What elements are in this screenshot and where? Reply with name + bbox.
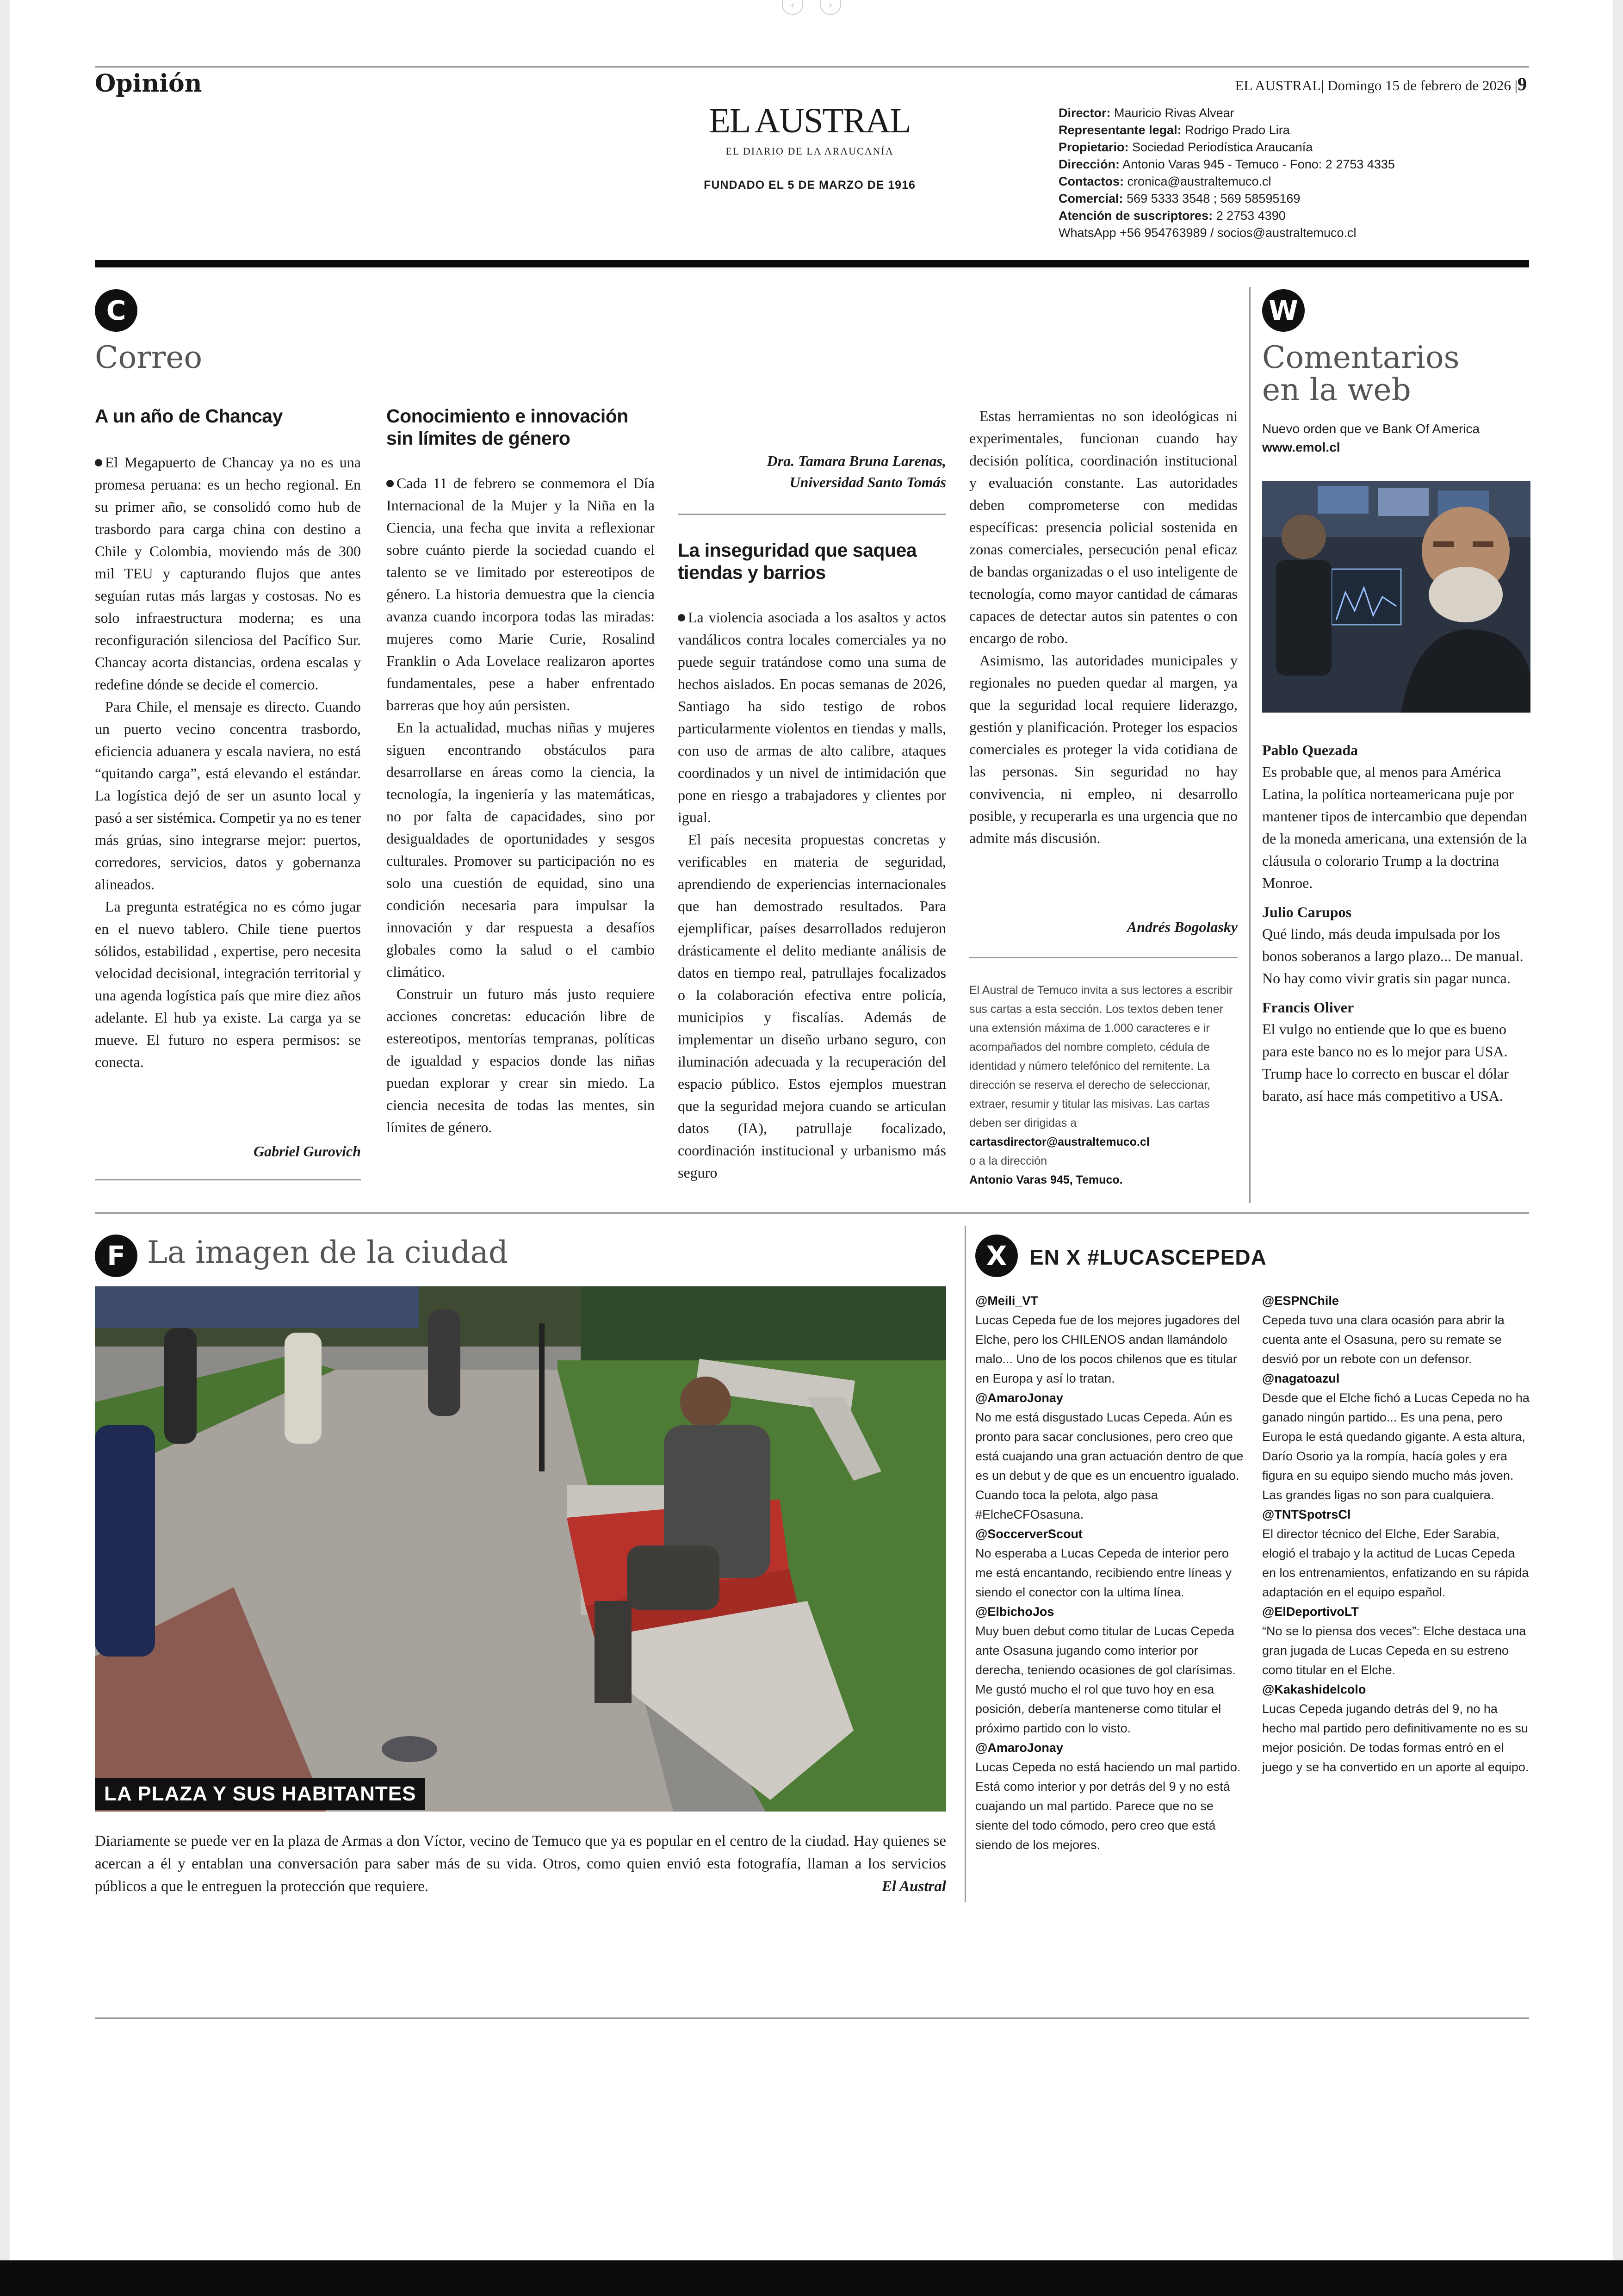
masthead[interactable]: EL AUSTRAL bbox=[709, 101, 911, 140]
tweet[interactable]: @ElDeportivoLT “No se lo piensa dos veces”: Elche destaca una gran jugada de Lucas Cepeda en su estreno como titular en el Elche. bbox=[1262, 1602, 1530, 1680]
letter2-paragraph: Cada 11 de febrero se conmemora el Día Internacional de la Mujer y la Niña en la Ciencia, una fecha que invita a reflexionar sobre cuánto pierde la sociedad cuando el talento se ve limitado por estereotipos de género. La historia demuestra que la ciencia avanza cuando incorpora todas las miradas: mujeres como Marie Curie, Rosalind Franklin o Ada Lovelace realizaron aportes fundamentales, pese a haber enfrentado barreras que hoy aún persisten. bbox=[386, 475, 655, 714]
founded-line: FUNDADO EL 5 DE MARZO DE 1916 bbox=[704, 179, 916, 192]
tweet-handle[interactable]: @ElDeportivoLT bbox=[1262, 1605, 1359, 1619]
letter1-paragraph: Para Chile, el mensaje es directo. Cuando un puerto vecino concentra trasbordo, eficiencia aduanera y escala naviera, no está “quitando carga”, está elevando el estándar. La logística dejó de ser un asunto local y pasó a ser sistémica. Competir ya no es tener más grúas, sino integrarse mejor: puertos, corredores, servicios, datos y gobernanza alineados. bbox=[95, 698, 361, 893]
letter1-paragraph: El Megapuerto de Chancay ya no es una promesa peruana: es un hecho regional. En su primer año, se consolidó como hub de trasbordo para carga china con destino a Chile y Colombia, moviendo más de 300 mil TEU y capturando flujos que antes seguían rutas más largas y costosas. No es solo infraestructura moderna; es una reconfiguración silenciosa del Pacífico Sur. Chancay acorta distancias, ordena escalas y redefine dónde se decide el comercio. bbox=[95, 454, 361, 693]
tweet-handle[interactable]: @TNTSpotrsCl bbox=[1262, 1508, 1351, 1521]
letters-policy-note: El Austral de Temuco invita a sus lectores a escribir sus cartas a esta sección. Los textos deben tener una extensión máxima de 1.000 caracteres e ir acompañados del nombre completo, cédula de identidad y número telefónico del remitente. La dirección se reserva el derecho de seleccionar, extraer, resumir y titular las misivas. Las cartas deben ser dirigidas a cartasdirector@australtemuco.cl o a la dirección Antonio Varas 945, Temuco. bbox=[969, 984, 1233, 1186]
comment-text: Es probable que, al menos para América Latina, la política norteamericana puje por mantener tipos de intercambio que dependan de la moneda americana, una extensión de la cláusula o colorario Trump a la doctrina Monroe. bbox=[1262, 763, 1528, 891]
tweet[interactable]: @SoccerverScout No esperaba a Lucas Cepeda de interior pero me está encantando, recibiendo entre líneas y siendo el conector con la ultima línea. bbox=[975, 1524, 1244, 1602]
letters-email[interactable]: cartasdirector@australtemuco.cl bbox=[969, 1136, 1150, 1148]
photo-tag: LA PLAZA Y SUS HABITANTES bbox=[95, 1778, 425, 1810]
staff-line: Representante legal: Rodrigo Prado Lira bbox=[1059, 123, 1290, 137]
letter3-body-continued bbox=[969, 405, 1238, 849]
tweet-handle[interactable]: @ESPNChile bbox=[1262, 1294, 1339, 1308]
letter2-body bbox=[386, 472, 655, 1138]
letter1-signature: Gabriel Gurovich bbox=[254, 1143, 361, 1160]
tweet[interactable]: @AmaroJonay No me está disgustado Lucas Cepeda. Aún es pronto para sacar conclusiones, pero creo que está cuajando una gran actuación dentro de que es un debut y de que es un encuentro igualado. Cuando toca la pelota, algo pasa #ElcheCFOsasuna. bbox=[975, 1388, 1244, 1524]
staff-line: Contactos: cronica@australtemuco.cl bbox=[1059, 174, 1271, 188]
letter1-body bbox=[95, 451, 361, 1073]
comment-text: Qué lindo, más deuda impulsada por los bonos soberanos a largo plazo... De manual. No hay como vivir gratis sin pagar nunca. bbox=[1262, 925, 1524, 987]
letter3-body bbox=[678, 606, 946, 1184]
header-top-rule bbox=[95, 66, 1529, 68]
dateline-date: | Domingo 15 de febrero de 2026 | bbox=[1321, 77, 1518, 93]
letter2-end-rule bbox=[678, 514, 946, 515]
section-label: Opinión bbox=[95, 69, 202, 98]
comentarios-site-link[interactable]: www.emol.cl bbox=[1262, 440, 1340, 454]
tweet-handle[interactable]: @Meili_VT bbox=[975, 1294, 1038, 1308]
tweet-handle[interactable]: @AmaroJonay bbox=[975, 1741, 1063, 1755]
viewer-bottom-bar bbox=[0, 2260, 1623, 2296]
next-page-button[interactable]: › bbox=[820, 0, 841, 15]
staff-line: Comercial: 569 5333 3548 ; 569 58595169 bbox=[1059, 192, 1301, 205]
tweet[interactable]: @ElbichoJos Muy buen debut como titular de Lucas Cepeda ante Osasuna jugando como interior por derecha, teniendo ocasiones de gol clarísimas. Me gustó mucho el rol que tuvo hoy en esa posición, debería mantenerse como titular el próximo partido con lo visto. bbox=[975, 1602, 1244, 1738]
letter2-paragraph: En la actualidad, muchas niñas y mujeres siguen encontrando obstáculos para desarrollarse en áreas como la ciencia, la tecnología, la ingeniería y las matemáticas, no por falta de capacidades, sino por desigualdades de oportunidades y sesgos culturales. Promover su participación no es solo una cuestión de equidad, sino una condición necesaria para impulsar la innovación y dar respuesta a desafíos globales como la salud o el cambio climático. bbox=[386, 719, 655, 980]
comentarios-badge: W bbox=[1262, 289, 1305, 332]
letter3-paragraph: La violencia asociada a los asaltos y actos vandálicos contra locales comerciales ya no puede seguir tratándose como una suma de hechos aislados. En pocas semanas de 2026, Santiago ha sido testigo de robos particularmente violentos en tiendas y malls, con uso de armas de alto calibre, ataques coordinados y un nivel de intimidación que pone en riesgo a trabajadores y clientes por igual. bbox=[678, 609, 946, 825]
letter3-signature: Andrés Bogolasky bbox=[1127, 918, 1238, 935]
imagen-title: La imagen de la ciudad bbox=[147, 1235, 508, 1270]
tweet-handle[interactable]: @Kakashidelcolo bbox=[1262, 1682, 1366, 1696]
letter1-headline: A un año de Chancay bbox=[95, 405, 283, 427]
imagen-badge: F bbox=[95, 1235, 137, 1277]
letter1-paragraph: La pregunta estratégica no es cómo jugar en el nuevo tablero. Chile tiene puertos sólidos, estabilidad , expertise, pero necesita velocidad decisional, integración territorial y una agenda logística país que mire diez años adelante. El hub ya existe. La carga ya se mueve. El futuro no espera permisos: se conecta. bbox=[95, 898, 361, 1070]
staff-box bbox=[1059, 105, 1521, 242]
comentarios-subhead: Nuevo orden que ve Bank Of America www.emol.cl bbox=[1262, 422, 1480, 454]
page-number: 9 bbox=[1518, 74, 1527, 94]
tweet-handle[interactable]: @AmaroJonay bbox=[975, 1391, 1063, 1405]
x-column-right bbox=[1262, 1291, 1530, 1777]
letter3-end-rule bbox=[969, 957, 1238, 958]
x-badge: X bbox=[975, 1235, 1018, 1277]
tweet[interactable]: @AmaroJonay Lucas Cepeda no está haciendo un mal partido. Está como interior y por detrás del 9 y no está cuajando un mal partido. Parece que no se siente del todo cómodo, pero creo que está siendo de los mejores. bbox=[975, 1738, 1244, 1855]
letter1-end-rule bbox=[95, 1179, 361, 1180]
tweet[interactable]: @Meili_VT Lucas Cepeda fue de los mejores jugadores del Elche, pero los CHILENOS andan llamándolo malo... Uno de los pocos chilenos que es titular en Europa y así lo tratan. bbox=[975, 1291, 1244, 1388]
web-comments-list bbox=[1262, 739, 1530, 1107]
mid-page-rule bbox=[95, 1212, 1529, 1214]
dateline bbox=[1203, 73, 1527, 95]
letter2-paragraph: Construir un futuro más justo requiere acciones concretas: educación libre de estereotipos, mentorías tempranas, políticas de igualdad y espacios donde las niñas puedan explorar y crear sin miedo. La ciencia necesita de todas las mentes, sin límites de género. bbox=[386, 986, 655, 1136]
plaza-photo bbox=[95, 1286, 946, 1812]
prev-page-button[interactable]: ‹ bbox=[782, 0, 803, 15]
photo-credit: El Austral bbox=[881, 1878, 946, 1895]
tweet-handle[interactable]: @SoccerverScout bbox=[975, 1527, 1083, 1541]
letter3-paragraph: Estas herramientas no son ideológicas ni experimentales, funcionan cuando hay decisión política, coordinación institucional y evaluación constante. Las autoridades deben comprometerse con medidas específicas: presencia policial sostenida en zonas comerciales, persecución penal eficaz de bandas organizadas o el uso inteligente de tecnología, como mayor cantidad de cámaras capaces de detectar autos sin patentes o con encargo de robo. bbox=[969, 408, 1238, 646]
header-thick-rule bbox=[95, 260, 1529, 267]
staff-line: Dirección: Antonio Varas 945 - Temuco - Fono: 2 2753 4335 bbox=[1059, 157, 1395, 171]
tweet-handle[interactable]: @ElbichoJos bbox=[975, 1605, 1054, 1619]
masthead-subtitle: EL DIARIO DE LA ARAUCANÍA bbox=[725, 145, 894, 157]
photo-caption: Diariamente se puede ver en la plaza de Armas a don Víctor, vecino de Temuco que ya es popular en el centro de la ciudad. Hay quienes se acercan a él y entablan una conversación para saber más de su vida. Otros, como quien envió esta fotografía, llaman a los servicios públicos a que le entreguen la protección que requiere. El Austral bbox=[95, 1830, 946, 1898]
letter3-headline: La inseguridad que saquea tiendas y barrios bbox=[678, 540, 917, 583]
staff-line: Propietario: Sociedad Periodística Araucanía bbox=[1059, 140, 1313, 154]
letter2-headline: Conocimiento e innovación sin límites de género bbox=[386, 405, 628, 449]
tweet[interactable]: @TNTSpotrsCl El director técnico del Elche, Eder Sarabia, elogió el trabajo y la actitud de Lucas Cepeda en los entrenamientos, enfatizando en su rápida adaptación en el equipo español. bbox=[1262, 1505, 1530, 1602]
correo-title: Correo bbox=[95, 340, 203, 375]
comment-author: Pablo Quezada bbox=[1262, 742, 1358, 758]
dateline-paper: EL AUSTRAL bbox=[1235, 77, 1321, 93]
column-divider bbox=[1249, 287, 1251, 1203]
column-divider bbox=[965, 1226, 966, 1902]
page-margin-right bbox=[1613, 0, 1623, 2296]
staff-line: Atención de suscriptores: 2 2753 4390 bbox=[1059, 209, 1286, 223]
letters-address: Antonio Varas 945, Temuco. bbox=[969, 1173, 1123, 1186]
page-margin-left bbox=[0, 0, 10, 2296]
tweet-handle[interactable]: @nagatoazul bbox=[1262, 1371, 1340, 1385]
letter2-signature: Dra. Tamara Bruna Larenas, Universidad Santo Tomás bbox=[767, 453, 946, 490]
staff-line: Director: Mauricio Rivas Alvear bbox=[1059, 106, 1234, 120]
x-column-left bbox=[975, 1291, 1244, 1855]
footer-rule bbox=[95, 2017, 1529, 2019]
comment-text: El vulgo no entiende que lo que es bueno para este banco no es lo mejor para USA. Trump hace lo correcto en buscar el dólar barato, así hace más competitivo a USA. bbox=[1262, 1021, 1509, 1104]
comment-author: Julio Carupos bbox=[1262, 904, 1351, 920]
trader-photo bbox=[1262, 481, 1530, 713]
staff-line: WhatsApp +56 954763989 / socios@australtemuco.cl bbox=[1059, 226, 1357, 240]
x-title: EN X #LUCASCEPEDA bbox=[1029, 1245, 1267, 1269]
tweet[interactable]: @Kakashidelcolo Lucas Cepeda jugando detrás del 9, no ha hecho mal partido pero definitivamente no es su mejor posición. De todas formas entró en el juego y se ha convertido en un aporte al equipo. bbox=[1262, 1680, 1530, 1777]
comentarios-title: Comentarios en la web bbox=[1262, 340, 1460, 408]
tweet[interactable]: @nagatoazul Desde que el Elche fichó a Lucas Cepeda no ha ganado ningún partido... Es una pena, pero Europa le está quedando gigante. A esta altura, Darío Osorio ya la rompía, hacía goles y era figura en su equipo siendo mucho más joven. Las grandes ligas no son para cualquiera. bbox=[1262, 1369, 1530, 1505]
correo-badge: C bbox=[95, 289, 137, 332]
letter3-paragraph: El país necesita propuestas concretas y verificables en materia de seguridad, aprendiendo de experiencias internacionales que han demostrado resultados. Para ejemplificar, países desarrollados redujeron drásticamente el delito mediante análisis de datos en tiempo real, patrullajes focalizados o la colaboración efectiva entre policía, municipios y fiscalías. Además de implementar un diseño urbano seguro, con iluminación adecuada y la recuperación del espacio público. Estos ejemplos muestran que la seguridad mejora cuando se articulan datos (IA), patrullaje focalizado, coordinación institucional y urbanismo más seguro bbox=[678, 831, 946, 1181]
tweet[interactable]: @ESPNChile Cepeda tuvo una clara ocasión para abrir la cuenta ante el Osasuna, pero su remate se desvió por un rebote con un defensor. bbox=[1262, 1291, 1530, 1369]
letter3-paragraph: Asimismo, las autoridades municipales y regionales no pueden quedar al margen, ya que la seguridad local requiere liderazgo, gestión y planificación. Proteger los espacios comerciales es proteger la vida cotidiana de las personas. Sin seguridad no hay convivencia, ni empleo, ni desarrollo posible, y recuperarla es una urgencia que no admite más discusión. bbox=[969, 652, 1238, 846]
comment-author: Francis Oliver bbox=[1262, 999, 1354, 1016]
